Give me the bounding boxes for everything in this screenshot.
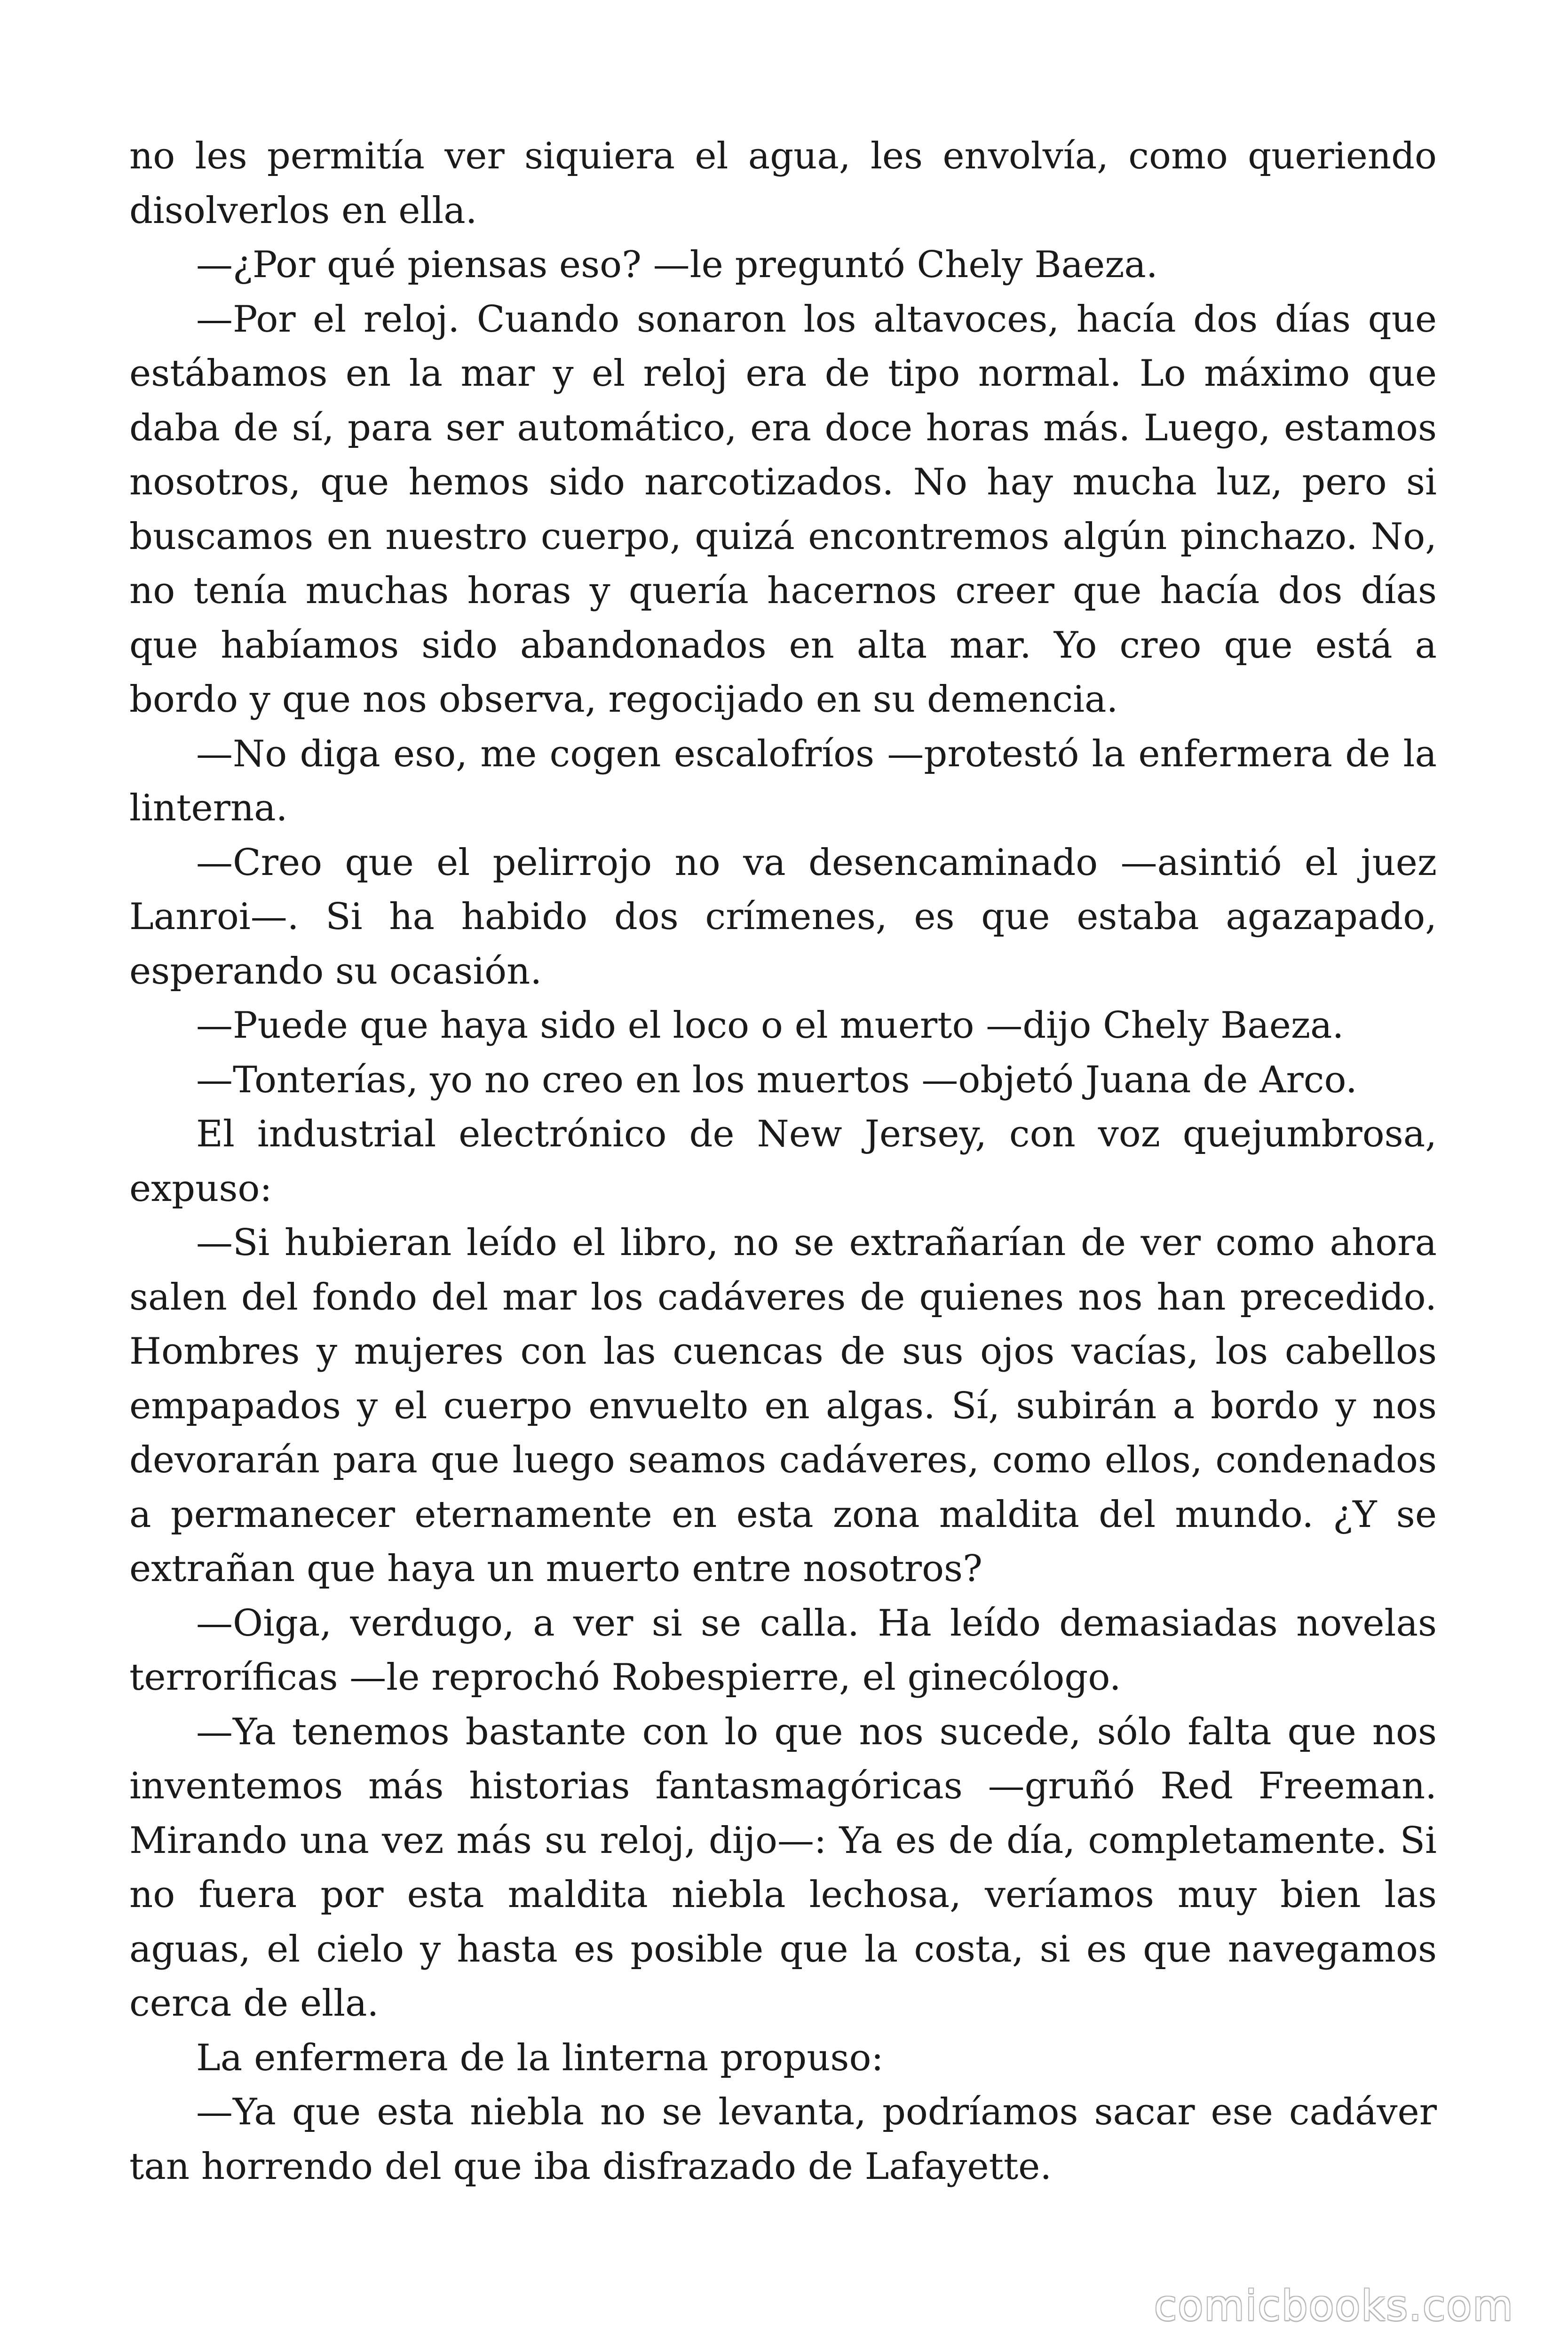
paragraph: —Oiga, verdugo, a ver si se calla. Ha leído demasiadas novelas terroríficas —le reprochó Robespierre, el ginecólogo. xyxy=(129,1602,1437,1699)
paragraph: La enfermera de la linterna propuso: xyxy=(196,2036,884,2079)
paragraph: —Ya tenemos bastante con lo que nos sucede, sólo falta que nos inventemos más historias fantasmagóricas —gruñó Red Freeman. Mirando una vez más su reloj, dijo—: Ya es de día, completamente. Si no fuera por esta maldita niebla lechosa, veríamos muy bien las aguas, el cielo y hasta es posible que la costa, si es que navegamos cerca de ella. xyxy=(129,1710,1437,2025)
paragraph: —Tonterías, yo no creo en los muertos —objetó Juana de Arco. xyxy=(196,1058,1357,1101)
paragraph: El industrial electrónico de New Jersey, con voz quejumbrosa, expuso: xyxy=(129,1113,1437,1210)
paragraph: —Si hubieran leído el libro, no se extrañarían de ver como ahora salen del fondo del mar los cadáveres de quienes nos han precedido. Hombres y mujeres con las cuencas de sus ojos vacías, los cabellos empapados y el cuerpo envuelto en algas. Sí, subirán a bordo y nos devorarán para que luego seamos cadáveres, como ellos, condenados a permanecer eternamente en esta zona maldita del mundo. ¿Y se extrañan que haya un muerto entre nosotros? xyxy=(129,1222,1437,1590)
paragraph: no les permitía ver siquiera el agua, les envolvía, como queriendo disolverlos en ella. xyxy=(129,135,1437,232)
paragraph: —Ya que esta niebla no se levanta, podríamos sacar ese cadáver tan horrendo del que iba disfrazado de Lafayette. xyxy=(129,2091,1437,2188)
watermark: comicbooks.com xyxy=(1154,2281,1514,2330)
book-page xyxy=(129,129,1437,2194)
paragraph: —Por el reloj. Cuando sonaron los altavoces, hacía dos días que estábamos en la mar y el reloj era de tipo normal. Lo máximo que daba de sí, para ser automático, era doce horas más. Luego, estamos nosotros, que hemos sido narcotizados. No hay mucha luz, pero si buscamos en nuestro cuerpo, quizá encontremos algún pinchazo. No, no tenía muchas horas y quería hacernos creer que hacía dos días que habíamos sido abandonados en alta mar. Yo creo que está a bordo y que nos observa, regocijado en su demencia. xyxy=(129,298,1437,721)
paragraph: —Puede que haya sido el loco o el muerto —dijo Chely Baeza. xyxy=(196,1004,1344,1047)
paragraph: —No diga eso, me cogen escalofríos —protestó la enfermera de la linterna. xyxy=(129,732,1437,829)
paragraph: —Creo que el pelirrojo no va desencaminado —asintió el juez Lanroi—. Si ha habido dos crímenes, es que estaba agazapado, esperando su ocasión. xyxy=(129,841,1437,993)
paragraph: —¿Por qué piensas eso? —le preguntó Chely Baeza. xyxy=(196,244,1158,286)
